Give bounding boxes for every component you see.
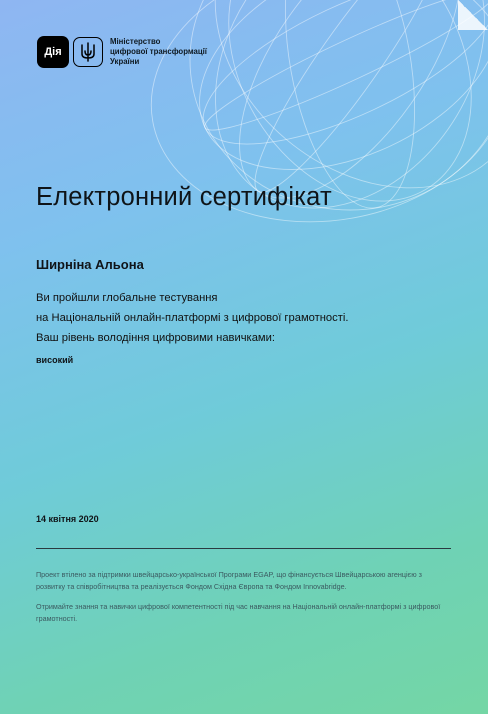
footer xyxy=(36,569,446,633)
recipient-name: Ширніна Альона xyxy=(36,257,144,272)
description-line: Ваш рівень володіння цифровими навичками: xyxy=(36,332,275,344)
description-line: на Національній онлайн-платформі з цифрової грамотності. xyxy=(36,312,349,324)
skill-level: високий xyxy=(36,355,74,365)
ministry-line: Міністерство xyxy=(110,37,161,46)
description-line: Ви пройшли глобальне тестування xyxy=(36,292,218,304)
page-corner-fold xyxy=(458,0,488,30)
ministry-line: України xyxy=(110,57,140,66)
issue-date: 14 квітня 2020 xyxy=(36,514,99,524)
ministry-name xyxy=(110,37,225,67)
certificate-description xyxy=(36,288,456,348)
diia-logo xyxy=(37,36,69,68)
diia-logo-text: Дія xyxy=(44,46,62,58)
ministry-line: цифрової трансформації xyxy=(110,47,208,56)
footer-paragraph: Проект втілено за підтримки швейцарсько-української Програми EGAP, що фінансується Швейцарською агенцією з розвитку та співробітництва та реалізується Фондом Східна Європа та Фондом Innovabridge. xyxy=(36,570,422,591)
footer-paragraph: Отримайте знання та навички цифрової компетентності під час навчання на Національній онлайн-платформі з цифрової грамотності. xyxy=(36,602,441,623)
trident-icon xyxy=(73,37,103,67)
header xyxy=(37,36,225,68)
divider xyxy=(36,548,451,549)
certificate-title: Електронний сертифікат xyxy=(36,183,332,211)
